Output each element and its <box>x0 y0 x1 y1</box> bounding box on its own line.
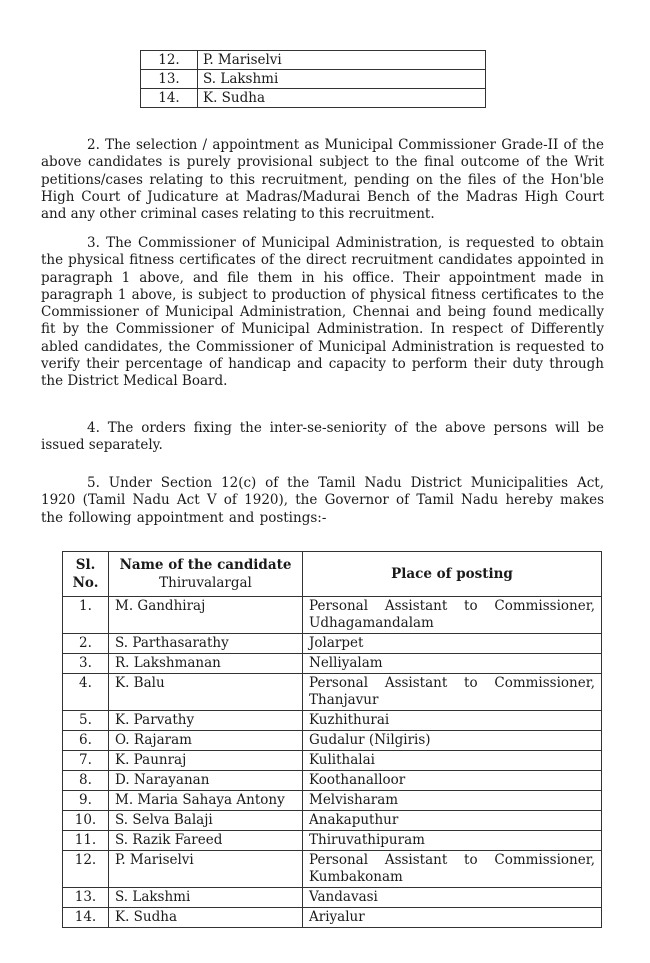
candidate-name: M. Gandhiraj <box>109 597 303 634</box>
candidate-name: K. Sudha <box>198 89 486 108</box>
paragraph-2: 2. The selection / appointment as Municipal Commissioner Grade-II of the above candidates is purely provisional subject to the final outcome of the Writ petitions/cases relating to this recruitment, pending on the files of the Hon'ble High Court of Judicature at Madras/Madurai Bench of the Madras High Court and any other criminal cases relating to this recruitment. <box>41 137 604 223</box>
table-row <box>63 634 602 654</box>
posting-place: Kuzhithurai <box>303 711 602 731</box>
posting-place: Jolarpet <box>303 634 602 654</box>
row-number: 2. <box>63 634 109 654</box>
table-row <box>141 70 486 89</box>
candidate-name: S. Lakshmi <box>198 70 486 89</box>
table-row <box>63 751 602 771</box>
candidate-name: K. Parvathy <box>109 711 303 731</box>
header-name-label: Name of the candidate <box>119 557 292 573</box>
table-row <box>63 791 602 811</box>
header-sl-line2: No. <box>72 575 99 591</box>
paragraph-4: 4. The orders fixing the inter-se-seniority of the above persons will be issued separately. <box>41 420 604 454</box>
table-row <box>63 597 602 634</box>
table-row <box>63 654 602 674</box>
posting-table <box>62 551 602 928</box>
candidate-name: P. Mariselvi <box>198 51 486 70</box>
row-number: 1. <box>63 597 109 634</box>
row-number: 11. <box>63 831 109 851</box>
row-number: 14. <box>63 908 109 928</box>
table-row <box>63 674 602 711</box>
posting-table-body <box>63 597 602 928</box>
posting-place: Vandavasi <box>303 888 602 908</box>
posting-place: Koothanalloor <box>303 771 602 791</box>
candidate-name: S. Lakshmi <box>109 888 303 908</box>
row-number: 4. <box>63 674 109 711</box>
candidate-name: K. Sudha <box>109 908 303 928</box>
header-name <box>109 552 303 597</box>
candidate-name: R. Lakshmanan <box>109 654 303 674</box>
row-number: 12. <box>141 51 198 70</box>
table-row <box>63 771 602 791</box>
row-number: 10. <box>63 811 109 831</box>
posting-place: Personal Assistant to Commissioner, Thanjavur <box>303 674 602 711</box>
candidate-name: M. Maria Sahaya Antony <box>109 791 303 811</box>
posting-place: Gudalur (Nilgiris) <box>303 731 602 751</box>
candidate-name: K. Paunraj <box>109 751 303 771</box>
row-number: 6. <box>63 731 109 751</box>
candidate-name: P. Mariselvi <box>109 851 303 888</box>
posting-table-header-row <box>63 552 602 597</box>
row-number: 12. <box>63 851 109 888</box>
paragraph-3: 3. The Commissioner of Municipal Administration, is requested to obtain the physical fitness certificates of the direct recruitment candidates appointed in paragraph 1 above, and file them in his office. Their appointment made in paragraph 1 above, is subject to production of physical fitness certificates to the Commissioner of Municipal Administration, Chennai and being found medically fit by the Commissioner of Municipal Administration. In respect of Differently abled candidates, the Commissioner of Municipal Administration is requested to verify their percentage of handicap and capacity to perform their duty through the District Medical Board. <box>41 235 604 390</box>
paragraph-5: 5. Under Section 12(c) of the Tamil Nadu District Municipalities Act, 1920 (Tamil Nadu Act V of 1920), the Governor of Tamil Nadu hereby makes the following appointment and postings:- <box>41 475 604 526</box>
table-row <box>141 51 486 70</box>
header-sl-line1: Sl. <box>75 557 96 573</box>
candidate-name: K. Balu <box>109 674 303 711</box>
row-number: 9. <box>63 791 109 811</box>
header-name-sub: Thiruvalargal <box>159 575 252 591</box>
header-place: Place of posting <box>303 552 602 597</box>
table-row <box>63 831 602 851</box>
candidate-name: S. Razik Fareed <box>109 831 303 851</box>
continued-candidate-table <box>140 50 486 108</box>
candidate-name: S. Selva Balaji <box>109 811 303 831</box>
candidate-name: D. Narayanan <box>109 771 303 791</box>
posting-place: Kulithalai <box>303 751 602 771</box>
posting-place: Personal Assistant to Commissioner, Kumbakonam <box>303 851 602 888</box>
table-row <box>63 811 602 831</box>
header-sl-no <box>63 552 109 597</box>
table-row <box>63 711 602 731</box>
row-number: 7. <box>63 751 109 771</box>
row-number: 5. <box>63 711 109 731</box>
table-row <box>63 888 602 908</box>
posting-place: Melvisharam <box>303 791 602 811</box>
table-row <box>141 89 486 108</box>
table-row <box>63 908 602 928</box>
posting-place: Personal Assistant to Commissioner, Udhagamandalam <box>303 597 602 634</box>
row-number: 8. <box>63 771 109 791</box>
posting-place: Anakaputhur <box>303 811 602 831</box>
candidate-name: S. Parthasarathy <box>109 634 303 654</box>
row-number: 3. <box>63 654 109 674</box>
table-row <box>63 731 602 751</box>
posting-place: Ariyalur <box>303 908 602 928</box>
posting-place: Thiruvathipuram <box>303 831 602 851</box>
row-number: 14. <box>141 89 198 108</box>
table-row <box>63 851 602 888</box>
row-number: 13. <box>141 70 198 89</box>
candidate-name: O. Rajaram <box>109 731 303 751</box>
posting-place: Nelliyalam <box>303 654 602 674</box>
continued-candidate-table-body <box>141 51 486 108</box>
row-number: 13. <box>63 888 109 908</box>
